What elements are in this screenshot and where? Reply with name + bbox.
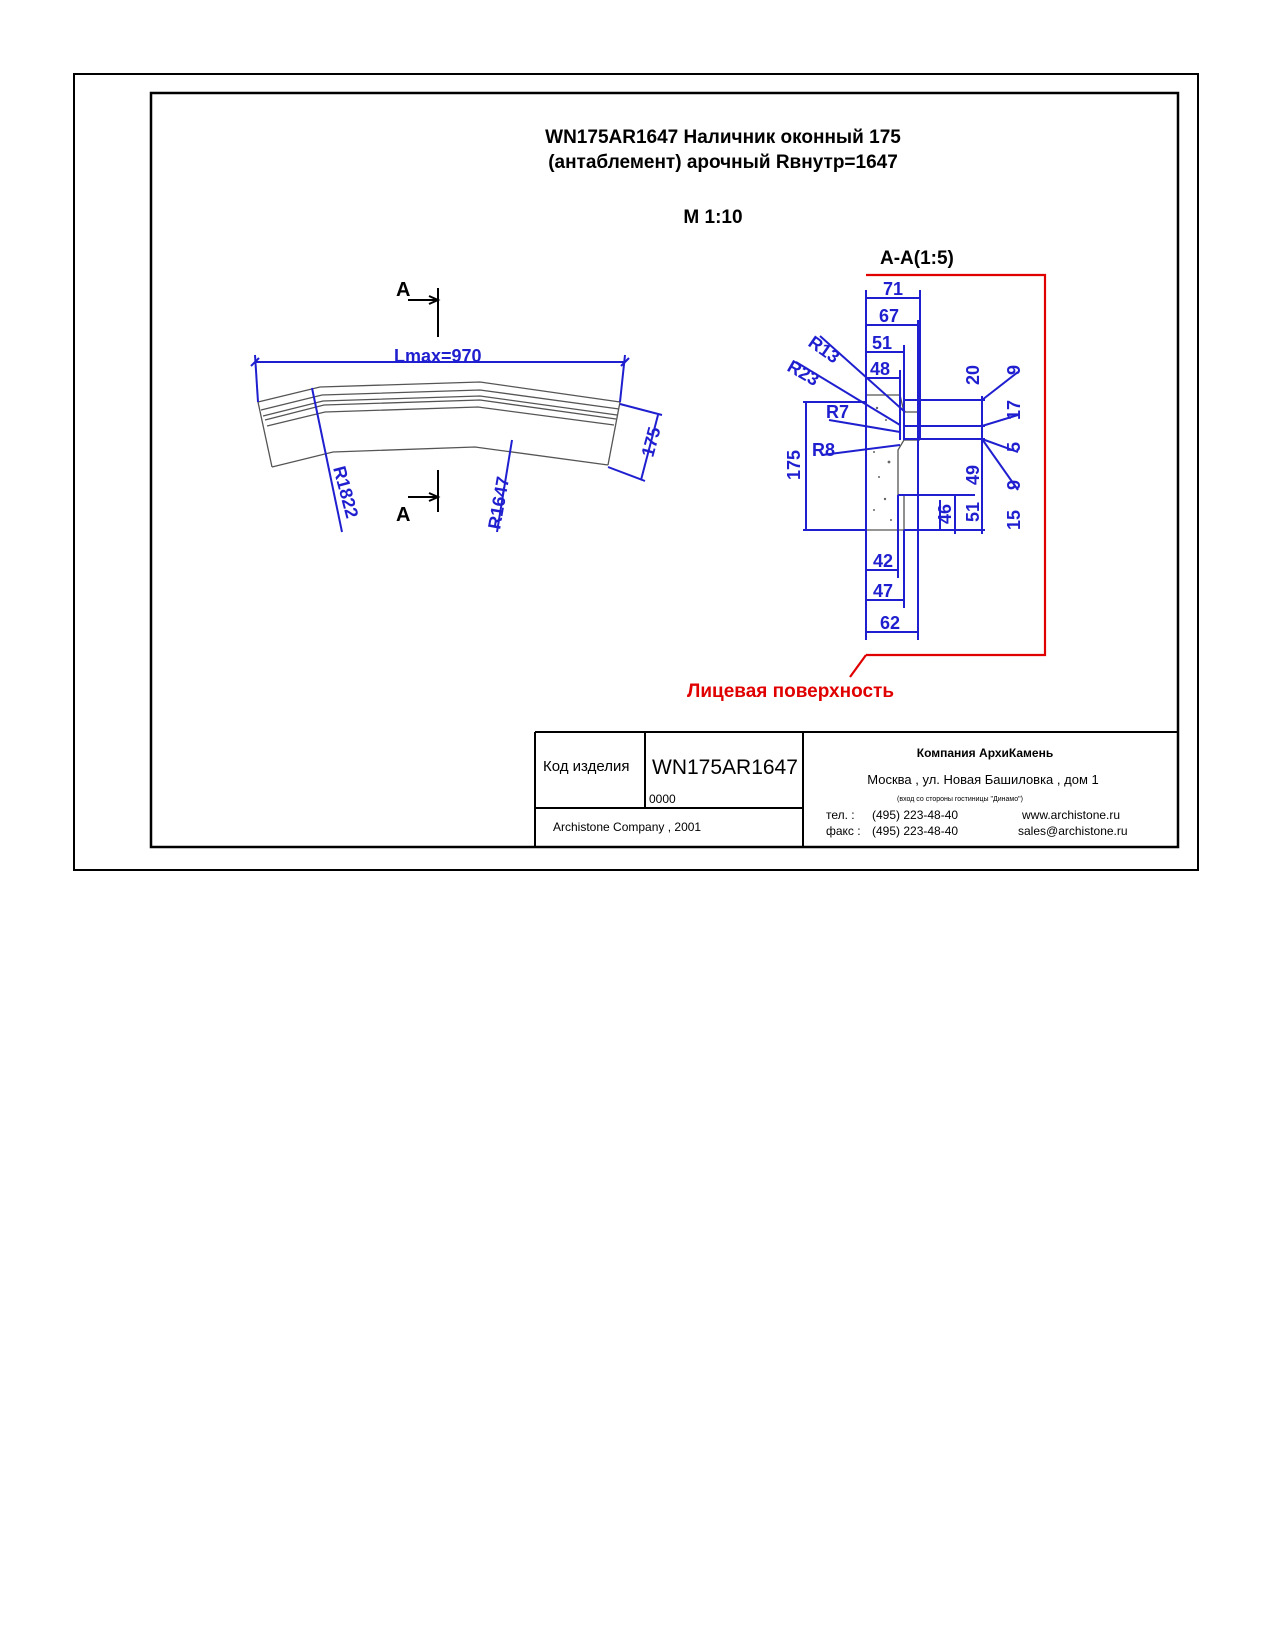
- title-block-email: sales@archistone.ru: [1018, 824, 1128, 838]
- section-dim-46: 46: [935, 503, 955, 524]
- face-surface-label: Лицевая поверхность: [687, 681, 895, 702]
- section-hatch-dots: [873, 407, 892, 521]
- section-width-71: 71: [883, 279, 904, 299]
- plan-dimensions: [251, 355, 662, 532]
- plan-outer-radius-label: R1822: [329, 463, 363, 521]
- section-width-47: 47: [873, 581, 894, 601]
- section-radius-r7: R7: [826, 402, 850, 422]
- title-block-address: Москва , ул. Новая Башиловка , дом 1: [867, 772, 1099, 787]
- face-surface-leader: [850, 655, 866, 677]
- section-radius-r13: R13: [804, 331, 844, 368]
- title-block-fax: (495) 223-48-40: [872, 824, 959, 838]
- title-block-address-note: (вход со стороны гостиницы "Динамо"): [897, 796, 1023, 803]
- section-dim-5: 5: [1004, 441, 1024, 452]
- title-block-code-label: Код изделия: [543, 758, 630, 775]
- section-width-48: 48: [870, 359, 891, 379]
- drawing-title-line2: (антаблемент) арочный Rвнутр=1647: [548, 152, 898, 173]
- section-width-67: 67: [879, 306, 900, 326]
- title-block-company: Компания АрхиКамень: [916, 746, 1054, 760]
- title-block-code-value: WN175AR1647: [652, 756, 798, 779]
- section-dim-9a: 9: [1004, 364, 1024, 375]
- plan-inner-radius-label: R1647: [484, 474, 514, 531]
- section-radius-r23: R23: [784, 356, 823, 390]
- title-block-copyright: Archistone Company , 2001: [553, 820, 702, 834]
- title-block-phone: (495) 223-48-40: [872, 808, 959, 822]
- section-radius-r8: R8: [812, 440, 836, 460]
- title-block-phone-label: тел. :: [826, 808, 855, 822]
- section-dim-51: 51: [963, 501, 983, 522]
- inner-frame: [151, 93, 1178, 847]
- drawing-scale: М 1:10: [683, 207, 743, 228]
- section-width-51: 51: [872, 333, 893, 353]
- section-dim-49: 49: [963, 464, 983, 485]
- plan-length-label: Lmax=970: [394, 346, 482, 366]
- section-dim-15: 15: [1004, 509, 1024, 530]
- title-block-fax-label: факс :: [826, 824, 861, 838]
- section-dim-9b: 9: [1004, 479, 1024, 490]
- title-block-code-sub: 0000: [649, 792, 676, 806]
- section-width-42: 42: [873, 551, 894, 571]
- drawing-title-line1: WN175AR1647 Наличник оконный 175: [545, 127, 901, 148]
- section-dim-17: 17: [1004, 399, 1024, 420]
- section-width-62: 62: [880, 613, 901, 633]
- title-block-website: www.archistone.ru: [1022, 808, 1121, 822]
- section-dim-20: 20: [963, 364, 983, 385]
- plan-view: [258, 382, 620, 467]
- section-height-175: 175: [784, 449, 804, 480]
- section-cut-marks: [408, 288, 438, 512]
- plan-height-label: 175: [637, 424, 665, 460]
- section-mark-top: А: [396, 279, 411, 301]
- section-mark-bottom: А: [396, 504, 411, 526]
- section-label: А-А(1:5): [880, 248, 954, 269]
